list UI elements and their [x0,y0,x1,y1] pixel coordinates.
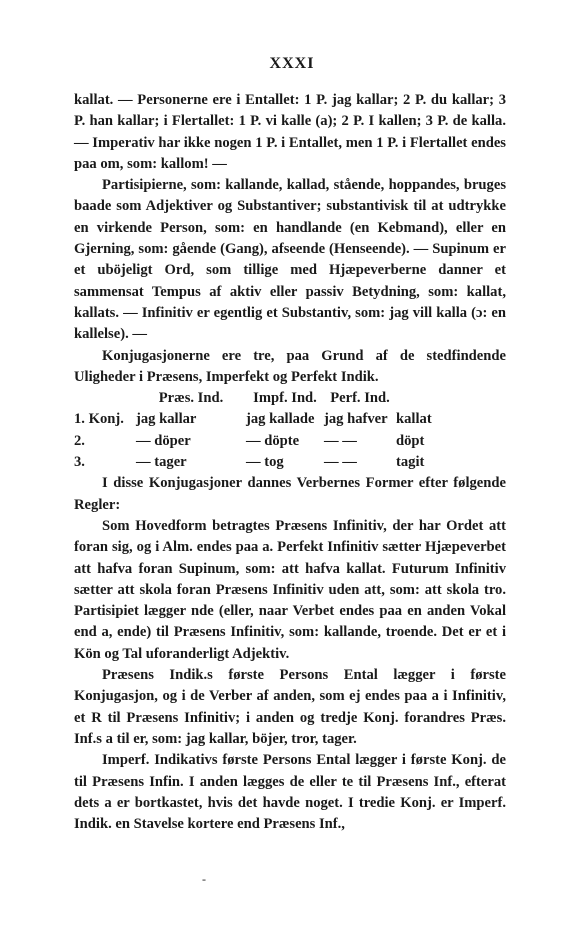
table-row [74,409,506,430]
table-cell: döpt [396,432,425,449]
conjugation-header-row [74,388,506,409]
table-cell: — tager [136,454,187,471]
paragraph-konjugasjonerne: Konjugasjonerne ere tre, paa Grund af de stedfindende Uligheder i Præsens, Imperfekt og Perfekt Indik. [74,347,506,385]
page-number-header: XXXI [269,55,315,72]
footer-mark: - [202,872,206,886]
table-header-cell: Impf. Ind. [253,390,317,407]
table-cell: kallat [396,411,432,428]
paragraph-praesens-indik: Præsens Indik.s første Persons Ental lægger i første Konjugasjon, og i de Verber af anden, som ej endes paa a i Infinitiv, et R til Præsens Infinitiv; i anden og tredje Konj. forandres Præs. Inf.s a til er, som: jag kallar, böjer, tror, tager. [74,667,506,747]
body-text [74,90,506,835]
paragraph-partisipierne: Partisipierne, som: kallande, kallad, stående, hoppandes, bruges baade som Adjektiver og Substantiver; substantivisk til at udtrykke en virkende Person, som: en handlande (en Kebmand), eller en Gjerning, som: gående (Gang), afseende (Henseende). — Supinum er et uböjeligt Ord, som tillige med Hjæpeverberne danner et sammensat Tempus af aktiv eller passiv Betydning, som: kallat, kallats. — Infinitiv er egentlig et Substantiv, som: jag vill kalla (ɔ: en kallelse). — [74,177,506,343]
paragraph-hovedform: Som Hovedform betragtes Præsens Infinitiv, der har Ordet att foran sig, og i Alm. endes paa a. Perfekt Infinitiv sætter Hjæpeverbet att hafva foran Supinum, som: att hafva kallat. Futurum Infinitiv sætter att skola foran Præsens Infinitiv uden att, som: att skola tro. Partisipiet lægger nde (eller, naar Verbet endes paa en anden Vokal end a, ende) til Præsens Infinitiv, som: kallande, troende. Det er et i Kön og Tal uforanderligt Adjektiv. [74,517,506,662]
table-header-cell: Perf. Ind. [330,390,390,407]
table-row [74,431,506,452]
table-header-cell [396,388,506,409]
paragraph-imperf-indik: Imperf. Indikativs første Persons Ental lægger i første Konj. de til Præsens Infin. I anden lægges de eller te til Præsens Inf., efterat dets a er bortkastet, hvis det havde noget. I tredie Konj. er Imperf. Indik. en Stavelse kortere end Præsens Inf., [74,752,506,833]
table-cell: — döper [136,432,191,449]
table-cell: 1. Konj. [74,411,124,428]
table-cell: jag hafver [324,411,388,428]
table-cell: — — [324,454,357,471]
table-cell: — — [324,432,357,449]
conjugation-table [74,388,506,473]
table-header-cell: Præs. Ind. [158,390,224,407]
table-row [74,452,506,473]
table-header-cell [74,388,136,409]
table-cell: jag kallar [136,411,197,428]
table-cell: — döpte [246,432,300,449]
paragraph-regler: I disse Konjugasjoner dannes Verbernes Former efter følgende Regler: [74,475,506,513]
table-cell: tagit [396,454,425,471]
table-cell: 2. [74,432,85,449]
table-cell: — tog [246,454,284,471]
table-cell: jag kallade [246,411,315,428]
paragraph-personerne: kallat. — Personerne ere i Entallet: 1 P. jag kallar; 2 P. du kallar; 3 P. han kallar; i Flertallet: 1 P. vi kalle (a); 2 P. I kallen; 3 P. de kalla. — Imperativ har ikke nogen 1 P. i Entallet, men 1 P. i Flertallet endes paa om, som: kallom! — [74,92,506,172]
table-cell: 3. [74,454,85,471]
